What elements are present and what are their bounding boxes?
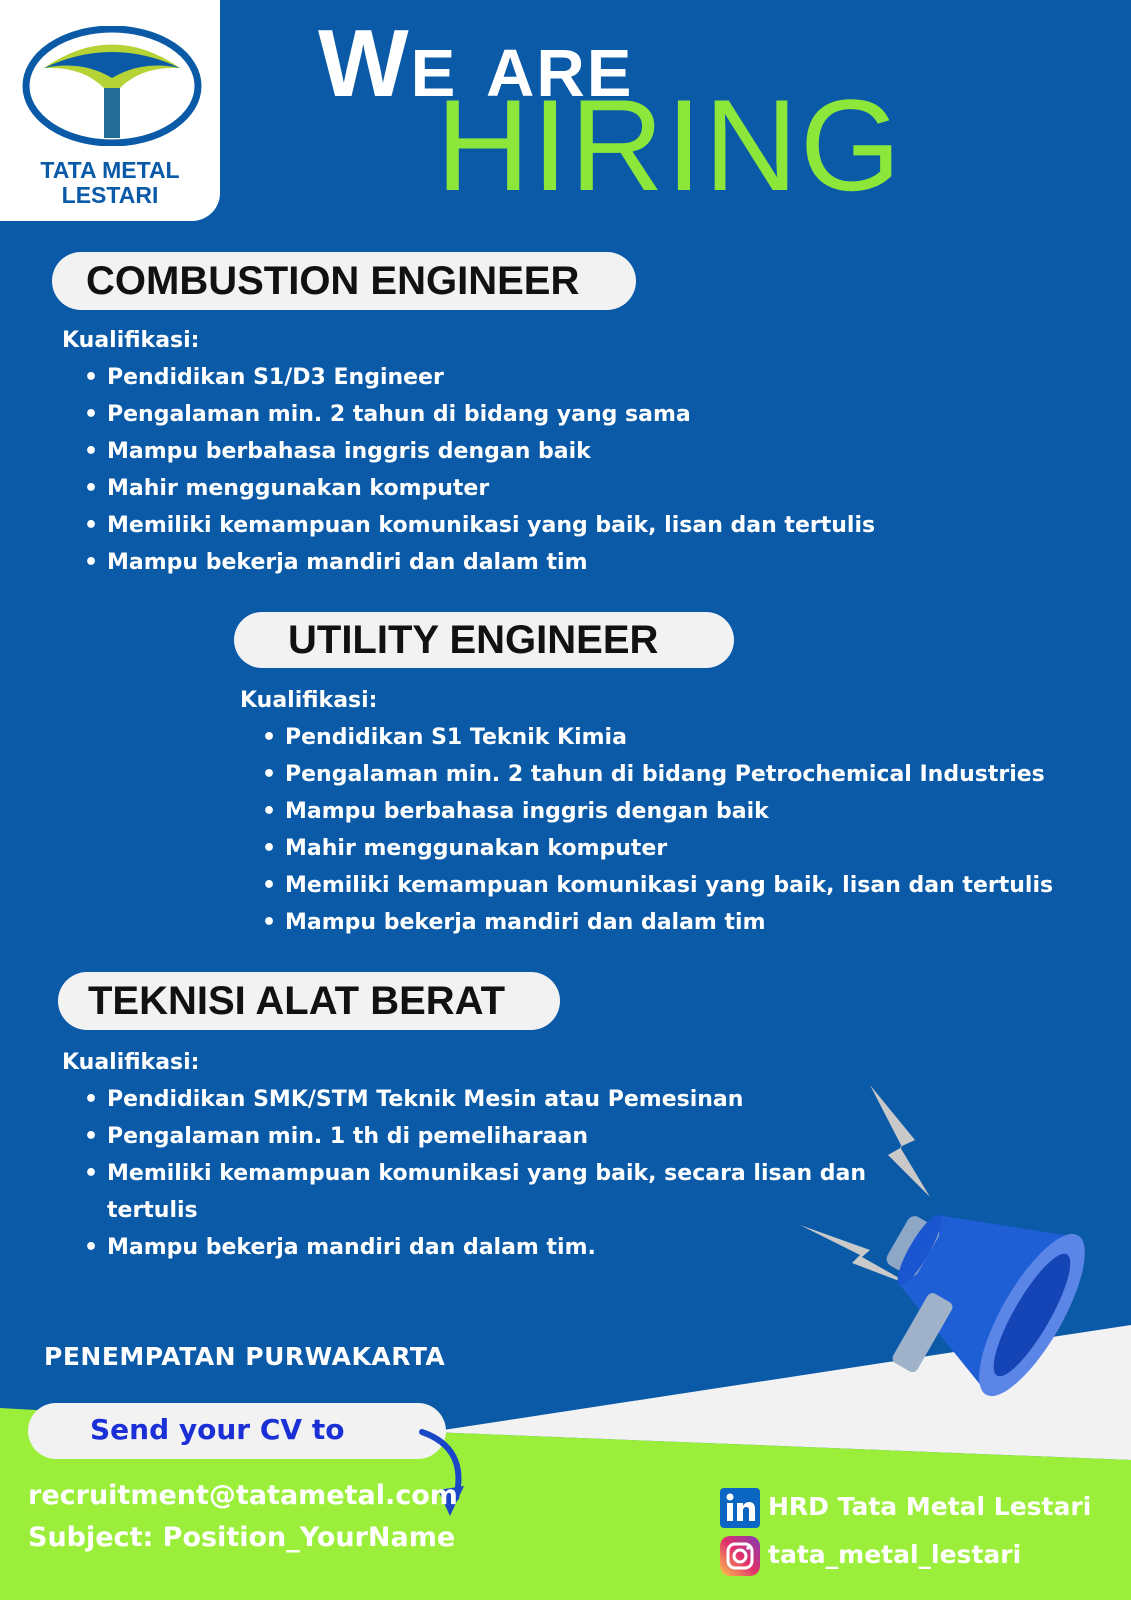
list-item: • Mahir menggunakan komputer bbox=[240, 830, 1120, 867]
lightning-bolt-icon bbox=[870, 1085, 930, 1197]
logo-text-line1: TATA METAL bbox=[40, 157, 180, 183]
list-item: • Mampu bekerja mandiri dan dalam tim. bbox=[62, 1229, 882, 1266]
list-item: • Pendidikan S1 Teknik Kimia bbox=[240, 719, 1120, 756]
list-item: • Mampu bekerja mandiri dan dalam tim bbox=[62, 544, 962, 581]
placement-text: PENEMPATAN PURWAKARTA bbox=[44, 1342, 446, 1371]
list-item: • Memiliki kemampuan komunikasi yang baik, lisan dan tertulis bbox=[62, 507, 962, 544]
job-title-pill bbox=[58, 972, 560, 1030]
list-item: • Pendidikan S1/D3 Engineer bbox=[62, 359, 962, 396]
send-cv-label: Send your CV to bbox=[90, 1413, 345, 1446]
job-title: COMBUSTION ENGINEER bbox=[86, 259, 580, 303]
list-item: • Memiliki kemampuan komunikasi yang baik, secara lisan dan tertulis bbox=[62, 1155, 882, 1229]
list-item: • Mampu bekerja mandiri dan dalam tim bbox=[240, 904, 1120, 941]
email-link[interactable]: recruitment@tatametal.com bbox=[28, 1480, 458, 1511]
job-title-pill bbox=[52, 252, 636, 310]
megaphone-icon bbox=[790, 1085, 1120, 1425]
logo-emblem-icon bbox=[22, 26, 202, 146]
list-item: • Mampu berbahasa inggris dengan baik bbox=[62, 433, 962, 470]
logo-text-line2: LESTARI bbox=[61, 182, 159, 208]
headline-we-are: We are bbox=[318, 10, 634, 117]
instagram-handle: tata_metal_lestari bbox=[768, 1540, 1022, 1569]
email-subject: Subject: Position_YourName bbox=[28, 1522, 456, 1553]
qualification-label: Kualifikasi: bbox=[62, 1050, 200, 1075]
company-logo bbox=[0, 0, 220, 221]
list-item: • Pengalaman min. 2 tahun di bidang Petrochemical Industries bbox=[240, 756, 1120, 793]
job-title: UTILITY ENGINEER bbox=[288, 618, 659, 662]
qualification-label: Kualifikasi: bbox=[62, 328, 200, 353]
headline-hiring: HIRING bbox=[436, 72, 903, 218]
instagram-icon bbox=[720, 1536, 760, 1576]
linkedin-icon bbox=[720, 1488, 760, 1528]
list-item: • Mahir menggunakan komputer bbox=[62, 470, 962, 507]
list-item: • Pengalaman min. 2 tahun di bidang yang sama bbox=[62, 396, 962, 433]
job-qualifications bbox=[62, 328, 962, 581]
list-item: • Mampu berbahasa inggris dengan baik bbox=[240, 793, 1120, 830]
job-qualifications bbox=[240, 688, 1120, 941]
job-title-pill bbox=[234, 612, 734, 668]
linkedin-name: HRD Tata Metal Lestari bbox=[768, 1492, 1092, 1521]
send-cv-pill bbox=[28, 1403, 446, 1459]
list-item: • Pendidikan SMK/STM Teknik Mesin atau Pemesinan bbox=[62, 1081, 882, 1118]
job-qualifications bbox=[62, 1050, 882, 1266]
list-item: • Pengalaman min. 1 th di pemeliharaan bbox=[62, 1118, 882, 1155]
qualification-label: Kualifikasi: bbox=[240, 688, 378, 713]
list-item: • Memiliki kemampuan komunikasi yang baik, lisan dan tertulis bbox=[240, 867, 1120, 904]
job-title: TEKNISI ALAT BERAT bbox=[88, 979, 506, 1023]
